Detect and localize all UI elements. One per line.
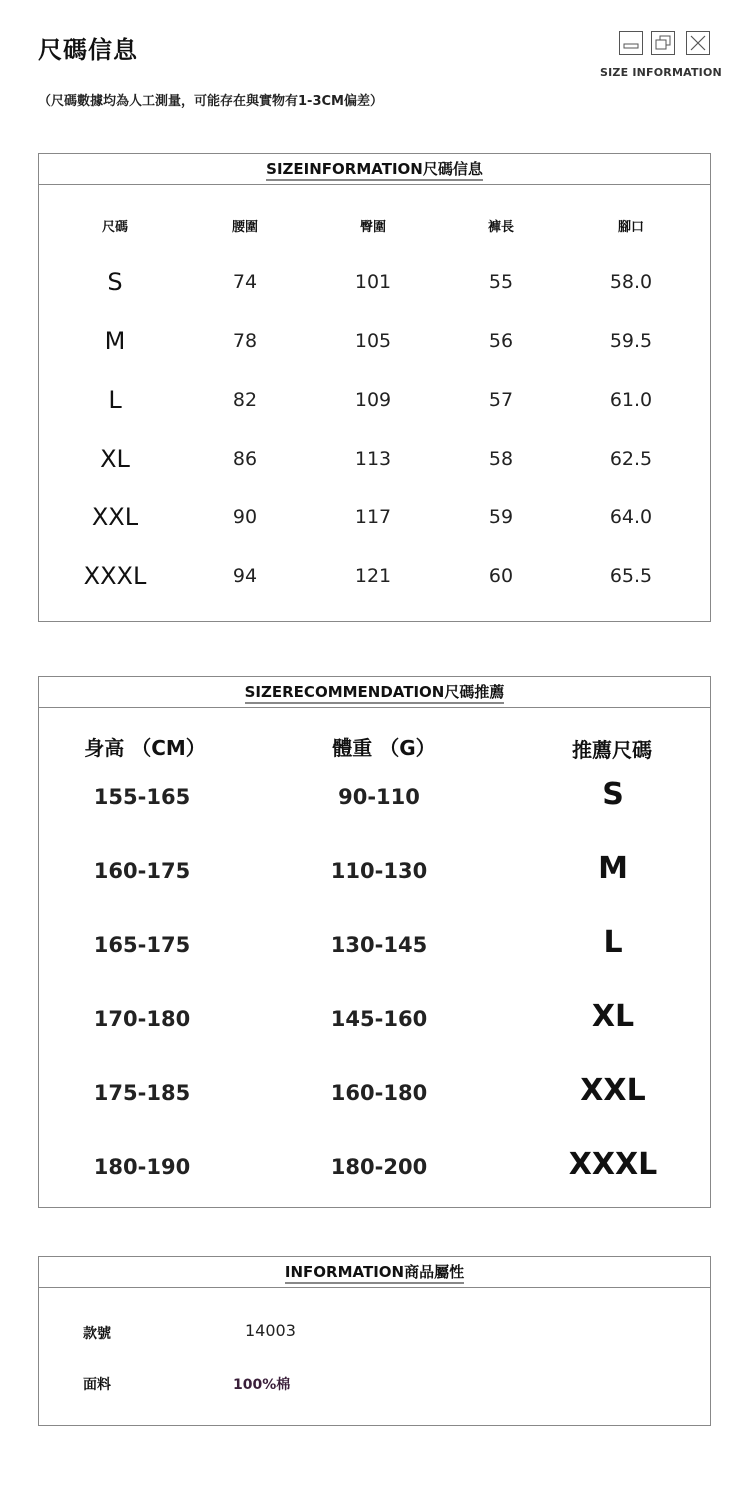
recommended-size-cell: L [603,925,623,960]
table-cell: 59 [488,506,514,528]
table-cell: 59.5 [609,330,653,352]
weight-cell: 90-110 [338,785,420,809]
height-cell: 160-175 [93,859,191,883]
column-header: 腰圍 [231,220,259,235]
table-cell: 82 [232,389,258,411]
style-number-value: 14003 [245,1321,296,1340]
size-cell: XL [100,445,130,473]
table-cell: 61.0 [609,389,653,411]
page-title: 尺碼信息 [38,36,138,64]
measurement-note: （尺碼數據均為人工測量，可能存在與實物有1-3CM偏差） [38,94,383,109]
size-recommendation-table [38,676,711,1208]
restore-icon [651,31,675,55]
table-cell: 64.0 [609,506,653,528]
size-cell: L [108,386,122,414]
height-cell: 175-185 [93,1081,191,1105]
recommended-size-cell: XXXL [568,1147,658,1182]
table-cell: 58 [488,448,514,470]
table-cell: 78 [232,330,258,352]
size-table-heading: SIZEINFORMATION尺碼信息 [39,154,710,185]
minimize-icon [619,31,643,55]
weight-cell: 145-160 [330,1007,428,1031]
size-cell: S [107,268,123,296]
size-cell: XXXL [83,562,147,590]
size-cell: XXL [91,503,139,531]
size-information-label: SIZE INFORMATION [600,66,722,79]
table-cell: 60 [488,565,514,587]
table-cell: 101 [354,271,392,293]
table-cell: 62.5 [609,448,653,470]
style-number-label: 款號 [83,1326,111,1342]
table-cell: 65.5 [609,565,653,587]
table-cell: 117 [354,506,392,528]
table-cell: 74 [232,271,258,293]
table-cell: 56 [488,330,514,352]
table-cell: 109 [354,389,392,411]
column-header: 臀圍 [359,220,387,235]
weight-cell: 160-180 [330,1081,428,1105]
recommended-size-cell: XXL [580,1073,646,1108]
fabric-label: 面料 [83,1377,111,1393]
table-cell: 105 [354,330,392,352]
table-cell: 113 [354,448,392,470]
size-information-table [38,153,711,622]
column-header: 尺碼 [101,220,129,235]
height-cell: 155-165 [93,785,191,809]
product-information-table [38,1256,711,1426]
height-cell: 180-190 [93,1155,191,1179]
height-cell: 165-175 [93,933,191,957]
recommended-size-cell: S [602,777,624,812]
close-icon [686,31,710,55]
weight-cell: 130-145 [330,933,428,957]
column-header: 推薦尺碼 [572,738,652,762]
weight-cell: 110-130 [330,859,428,883]
table-cell: 90 [232,506,258,528]
table-cell: 86 [232,448,258,470]
column-header: 褲長 [487,220,515,235]
weight-cell: 180-200 [330,1155,428,1179]
table-cell: 55 [488,271,514,293]
recommended-size-cell: XL [591,999,635,1034]
fabric-value: 100%棉 [233,1377,291,1393]
table-cell: 94 [232,565,258,587]
table-cell: 57 [488,389,514,411]
column-header: 腳口 [617,220,645,235]
height-cell: 170-180 [93,1007,191,1031]
column-header: 身高 （CM） [84,736,206,760]
size-cell: M [104,327,126,355]
product-info-heading: INFORMATION商品屬性 [39,1257,710,1288]
recommend-table-heading: SIZERECOMMENDATION尺碼推薦 [39,677,710,708]
table-cell: 121 [354,565,392,587]
table-cell: 58.0 [609,271,653,293]
column-header: 體重 （G） [332,736,436,760]
recommended-size-cell: M [598,851,628,886]
